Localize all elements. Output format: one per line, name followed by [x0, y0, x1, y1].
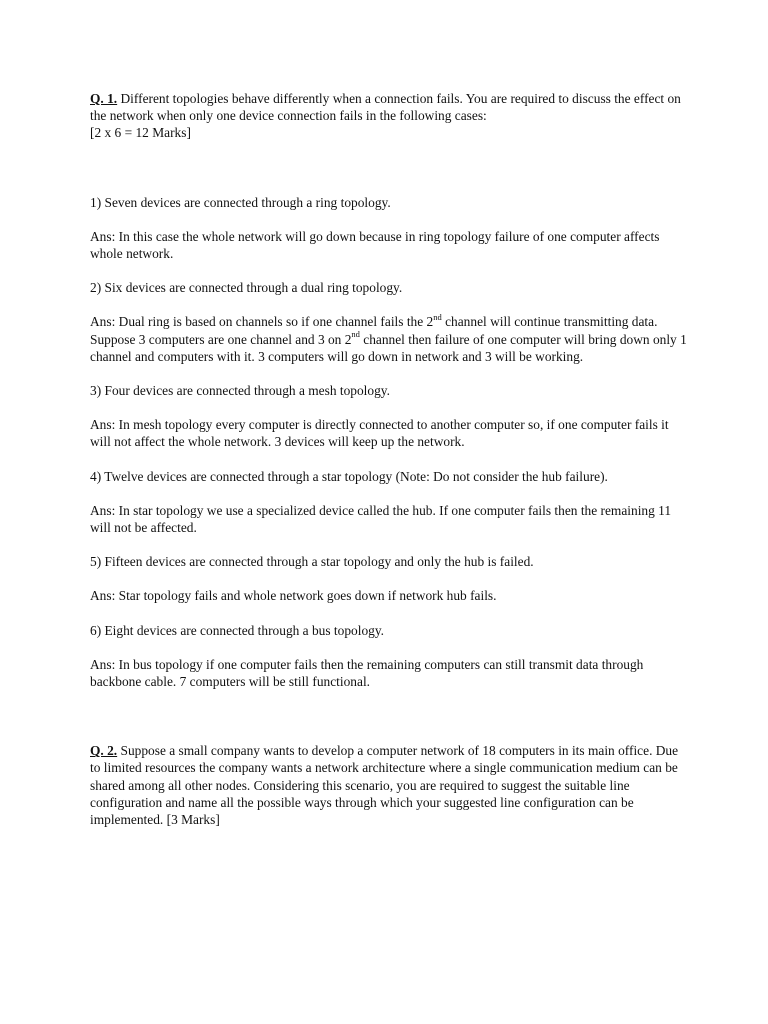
document-page: [90, 90, 690, 828]
question-1-text: Different topologies behave differently when a connection fails. You are required to discuss the effect on the network when only one device connection fails in the following cases:: [90, 91, 681, 124]
question-1: [90, 90, 690, 142]
case-1-question: 1) Seven devices are connected through a ring topology.: [90, 194, 391, 210]
case-2-answer: [90, 313, 690, 365]
question-2-label: Q. 2.: [90, 743, 118, 759]
case-3-answer: Ans: In mesh topology every computer is directly connected to another computer so, if one computer fails it will not affect the whole network. 3 devices will keep up the network.: [90, 417, 669, 450]
case-6-answer: Ans: In bus topology if one computer fails then the remaining computers can still transmit data through backbone cable. 7 computers will be still functional.: [90, 656, 644, 690]
case-2-answer-sup-1: nd: [433, 311, 442, 322]
case-2-question: 2) Six devices are connected through a dual ring topology.: [90, 280, 403, 296]
case-3-question: 3) Four devices are connected through a mesh topology.: [90, 383, 390, 399]
case-2-answer-part-c: channel then failure of one computer will bring down only 1 channel and computers with it. 3 computers will go down in network and 3 will be working.: [90, 331, 687, 364]
case-2-answer-part-a: Ans: Dual ring is based on channels so if one channel fails the 2: [90, 314, 434, 330]
question-2: [90, 742, 690, 828]
question-1-label: Q. 1.: [90, 91, 118, 106]
question-1-marks: [2 x 6 = 12 Marks]: [90, 125, 191, 141]
question-2-text: Suppose a small company wants to develop a computer network of 18 computers in its main office. Due to limited resources the company wants a network architecture where a single communication medium can be shared among all other nodes. Considering this scenario, you are required to suggest the suitable line configuration and name all the possible ways through which your suggested line configuration can be implemented. [3 Marks]: [90, 743, 679, 828]
case-5-answer: Ans: Star topology fails and whole network goes down if network hub fails.: [90, 588, 497, 604]
case-2-answer-part-b: channel will continue transmitting data. Suppose 3 computers are one channel and 3 on 2: [90, 314, 658, 347]
case-2-answer-sup-2: nd: [351, 329, 360, 340]
case-4-question: 4) Twelve devices are connected through a star topology (Note: Do not consider the hub failure).: [90, 468, 608, 484]
case-5-question: 5) Fifteen devices are connected through a star topology and only the hub is failed.: [90, 554, 534, 570]
case-4-answer: Ans: In star topology we use a specialized device called the hub. If one computer fails then the remaining 11 will not be affected.: [90, 502, 672, 536]
case-6-question: 6) Eight devices are connected through a bus topology.: [90, 622, 385, 638]
case-1-answer: Ans: In this case the whole network will go down because in ring topology failure of one computer affects whole network.: [90, 228, 660, 262]
